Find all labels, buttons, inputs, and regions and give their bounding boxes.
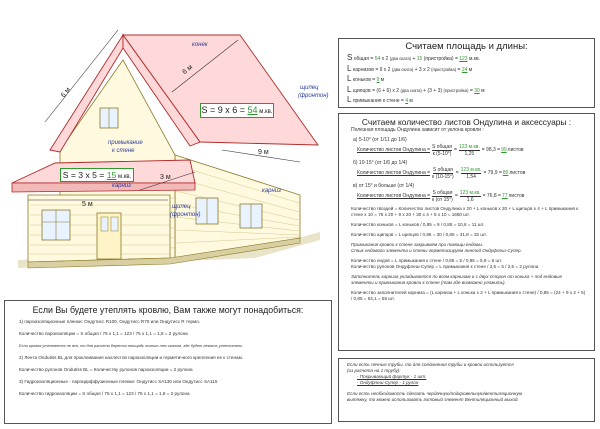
count-cases: [339, 137, 594, 203]
nails-row: Количество гвоздей = Количество листов Ондулина х 20 + L коньков х 20 + L щипцов х 4 + L примыкания к стене х 10 = 76 х 20 + 9 х 20 + 30 х 4 + 5 х 10 = 1680 шт.: [351, 206, 579, 217]
fillers-row: Количество заполнителей карниза = (L карниза + L конька х 2 + L примыкания к стене) / 0,85 = (24 + 9 х 2 + 5) / 0,85 = 54,1 = 55 шт.: [351, 290, 586, 301]
area-symbol: L: [347, 63, 352, 73]
area-result: 123: [459, 56, 468, 62]
count-case-result-pre: = 79,9 =: [483, 170, 502, 176]
area-box-small: [60, 168, 134, 182]
insulation-row: 2) Лента Ondutiss BL для проклеивания нахлестов пароизоляции и герметичного крепления ее к стенам.: [19, 355, 244, 360]
area-unit: м: [408, 98, 413, 104]
count-case-result-post: листов: [507, 147, 524, 153]
label-dim-6m-b: 6 м: [181, 63, 195, 77]
area-mid2: + 3 х 2: [413, 66, 432, 73]
area-small-prefix: S = 3 x 5 =: [62, 170, 107, 180]
area-unit: м.кв.: [467, 56, 481, 62]
fraction-symbolic-num: S общая: [432, 144, 453, 150]
count-case-formula: [353, 190, 594, 203]
area-symbol: L: [347, 95, 352, 104]
fraction-numeric-den: 1,6: [466, 197, 474, 203]
count-case-result: 80: [502, 170, 509, 176]
fraction-numeric-den: 1,54: [466, 174, 476, 180]
label-eave-right: карниз: [262, 188, 281, 194]
note1-row: Примыкания кровли к стене закрываем при помощи ендовы.: [351, 242, 484, 247]
pipe-line1: Если есть печные трубы, то для соединения трубы и кровли используется: [347, 362, 514, 367]
note2-row: Стык ендового элемента и стены герметизируем лентой Ондуфлеш-Супер.: [351, 248, 522, 253]
area-post: =: [468, 87, 475, 94]
count-case-lhs: Количество листов Ондулина =: [357, 147, 431, 153]
count-case: [353, 183, 594, 203]
count-panel-title: Считаем количество листов Ондулина и аксессуары :: [361, 117, 572, 127]
label-dim-9m: 9 м: [258, 149, 269, 156]
area-symbol: S: [347, 53, 353, 62]
fraction-numeric-den: 1,25: [464, 151, 475, 157]
area-row: [347, 75, 594, 84]
label-dim-6m-a: 6 м: [59, 86, 72, 100]
area-symbol: L: [347, 74, 352, 83]
pipe-item2: - Ондуфлеш-Супер - 1 рулон: [357, 380, 419, 385]
area-row: [347, 65, 594, 74]
label-eave-left: карниз: [112, 183, 131, 189]
area-row: [347, 86, 594, 95]
area-c: (пристройка): [443, 87, 469, 93]
fraction-symbolic-num: S общая: [432, 190, 453, 196]
label-pediment-top-sub: (фронтон): [298, 93, 329, 99]
area-c: 15: [416, 56, 423, 62]
area-post: (пристройка) =: [422, 56, 460, 62]
label-dim-5m: 5 м: [82, 201, 93, 208]
area-result: 24: [461, 66, 468, 73]
fraction-symbolic-den: к (от 15°): [432, 197, 453, 203]
count-accessories: [339, 203, 594, 302]
fraction-numeric-num: 123 м.кв.: [460, 167, 482, 173]
count-case-result-post: листов: [508, 193, 525, 199]
area-mid2: +: [411, 56, 417, 62]
count-case-eq: =: [455, 170, 459, 176]
area-rows: [339, 54, 594, 105]
fraction-symbolic: [432, 144, 452, 157]
area-small-value: 15: [106, 170, 117, 180]
pipe-item1: - Покрывающий фартук - 1 шт.: [357, 374, 427, 379]
fraction-symbolic-den: к (5-10°): [432, 151, 452, 157]
area-c: (пристройка): [431, 66, 457, 72]
count-case-eq: =: [454, 147, 457, 153]
area-result: 30: [474, 87, 480, 94]
count-case-result-post: листов: [509, 170, 526, 176]
area-unit: м: [467, 66, 473, 73]
area-pre: щипцов = (6 + 6) х 2: [351, 87, 401, 94]
fraction-symbolic: [432, 167, 454, 180]
label-eave-joint: примыкание: [108, 140, 143, 146]
area-result: 4: [405, 98, 408, 104]
label-ridge: конек: [192, 42, 208, 48]
pipe-panel: [338, 358, 595, 422]
area-unit: м: [379, 77, 385, 83]
area-unit: м: [479, 87, 485, 94]
fraction-symbolic-num: S общая: [432, 167, 453, 173]
count-panel: [338, 113, 595, 351]
insulation-title: Если Вы будете утеплять кровлю, Вам также могут понадобиться:: [32, 305, 304, 315]
area-b: (два ската): [389, 56, 412, 61]
insulation-row: 1) пароизоляционные пленки: Ондутисс R100, Ондутисс R70 или Ондутисс R термо.: [19, 319, 201, 324]
count-panel-subtitle: Полезная площадь Ондулина зависит от уклона кровли :: [351, 127, 484, 133]
insulation-panel: [4, 300, 332, 424]
area-pre: общая =: [352, 56, 375, 62]
insulation-row: Количество гидроизоляции = S общая / 75 x 1,1 = 123 / 75 x 1,1 = 1,8 = 2 рулона: [19, 391, 190, 396]
fraction-numeric-num: 123 м.кв.: [459, 190, 481, 196]
fraction-symbolic: [432, 190, 453, 203]
fraction-numeric: [460, 190, 481, 203]
insulation-row: Количество рулонов Ondutiss BL = Количеству рулонов пароизоляции = 2 рулона: [19, 367, 193, 372]
area-b: (два ската): [391, 66, 414, 72]
insulation-rows: [5, 315, 331, 397]
count-case-formula: [353, 167, 594, 180]
area-row: [347, 96, 594, 105]
area-box-big: [200, 103, 274, 118]
insulation-row: Если кровля утепляется не вся, то для расчета берется площадь только тех скатов, где будет лежать утеплитель.: [19, 343, 244, 348]
count-case: [353, 137, 594, 157]
area-panel: [338, 38, 595, 108]
roof-annex-edge: [12, 183, 195, 192]
fraction-numeric: [461, 167, 482, 180]
count-case-eq: =: [454, 193, 458, 199]
pipe-line3: Если есть необходимость сделать чердачную/подкровельную/вентиляционную: [347, 391, 523, 396]
count-case-result: 77: [501, 193, 508, 199]
pipe-line2: (из расчета на 1 трубу):: [347, 368, 401, 373]
area-big-prefix: S = 9 x 6 =: [201, 105, 248, 115]
count-case-lhs: Количество листов Ондулина =: [357, 170, 431, 176]
insulation-row: Количество пароизоляции = S общая / 75 x 1,1 = 123 / 75 x 1,1 = 1,8 = 2 рулона: [19, 331, 188, 336]
insulation-row: 3) Гидроизоляционные - пароидиффузионные пленки: Ондутисс SA130 или Ондутисс SA115: [19, 379, 218, 384]
label-eave-joint-sub: к стене: [112, 148, 135, 154]
label-pediment-bottom-sub: (фронтон): [170, 212, 201, 218]
area-row: [347, 54, 594, 63]
area-big-value: 54: [247, 105, 258, 115]
area-panel-title: Считаем площадь и длины:: [405, 41, 528, 52]
ridges-row: Количество коньков = L коньков / 0,85 = 9 / 0,85 = 10,6 = 11 шт.: [351, 222, 485, 227]
fraction-numeric-num: 123 м.кв.: [458, 144, 480, 150]
area-a: 54: [374, 56, 381, 62]
count-case-lhs: Количество листов Ондулина =: [357, 193, 431, 199]
count-case-label: а) 5-10° (от 1/11 до 1/6): [353, 137, 407, 143]
tape-row: Количество рулонов Ондуфлеш-Супер = L примыкания к стене / 2,5 = 5 / 2,5 = 2 рулона: [351, 264, 539, 269]
area-symbol: L: [347, 84, 352, 94]
area-big-unit: м.кв.: [257, 109, 273, 115]
area-pre: примыкания к стене =: [351, 98, 406, 104]
valleys-row: Количество ендов = L примыкания к стене / 0,85 = 5 / 0,85 = 5,9 = 6 шт.: [351, 258, 503, 263]
area-post: =: [456, 66, 462, 73]
area-mid: х 2: [380, 56, 390, 62]
pediments-row: Количество щипцов = L щипцов / 0,85 = 30 / 0,85 = 31,8 = 32 шт.: [351, 232, 487, 237]
area-small-unit: м.кв.: [116, 174, 132, 180]
area-b: (два ската): [400, 87, 422, 93]
count-case-result-pre: = 98,3 =: [481, 147, 501, 153]
count-case-label: в) от 15° и больше (от 1/4): [353, 183, 415, 189]
area-result: 9: [376, 77, 380, 83]
area-mid2: + (3 + 3): [421, 87, 444, 94]
area-pre: коньков =: [351, 77, 377, 83]
label-pediment-top: щипец: [300, 85, 319, 91]
house-diagram: [0, 0, 340, 300]
note3-row: Заполнитель карниза укладывается по всем карнизам и с двух сторон от конька + под ендовые элементы и примыкания кровли к стене (там где возможно уложить).: [351, 274, 563, 285]
count-case-result-pre: = 76,8 =: [482, 193, 501, 199]
area-pre: карнизов = 9 х 2: [351, 66, 392, 73]
fraction-symbolic-den: к (10-15°): [432, 174, 454, 180]
count-case-label: б) 10-15° (от 1/6 до 1/4): [353, 160, 408, 166]
fraction-numeric: [459, 144, 480, 157]
count-case-formula: [353, 144, 594, 157]
pipe-line4: вытяжку, то можно использовать готовый элемент Вентиляционный выход.: [347, 397, 519, 402]
label-dim-3m: 3 м: [160, 174, 171, 181]
label-pediment-bottom: щипец: [172, 204, 191, 210]
count-case-result: 99: [501, 147, 507, 153]
count-case: [353, 160, 594, 180]
